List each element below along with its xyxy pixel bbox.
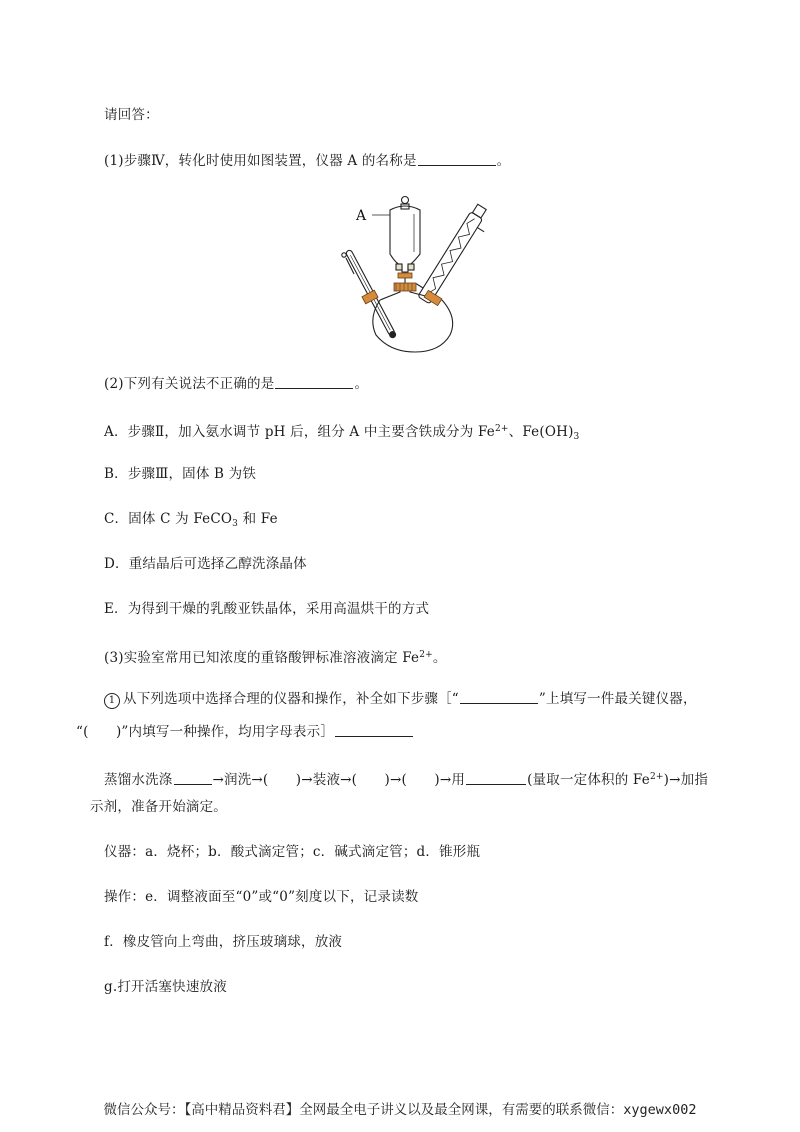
- circled-number: 1: [104, 693, 120, 709]
- reaction-apparatus-figure: [330, 190, 500, 355]
- question-3-stem: (3)实验室常用已知浓度的重铬酸钾标准溶液滴定 $Fe^{2+}$。: [104, 650, 447, 666]
- question-3-sub1-line1: 1 从下列选项中选择合理的仪器和操作，补全如下步骤［“ ”上填写一件最关键仪器，: [104, 690, 697, 709]
- operation-g: g.打开活塞快速放液: [104, 979, 227, 995]
- option-e: E．为得到干燥的乳酸亚铁晶体，采用高温烘干的方式: [104, 601, 430, 617]
- question-1: (1)步骤Ⅳ，转化时使用如图装置，仪器 A 的名称是 。: [104, 153, 511, 169]
- footer-text: 微信公众号：【高中精品资料君】全网最全电子讲义以及最全网课，有需要的联系微信：: [103, 1102, 624, 1118]
- answer-blank-2: [275, 376, 353, 389]
- option-a: A．步骤Ⅱ，加入氨水调节 pH 后，组分 A 中主要含铁成分为 $Fe^{2+}$、$Fe(OH)_3$: [104, 424, 580, 442]
- question-2-stem: (2)下列有关说法不正确的是 。: [104, 376, 369, 392]
- procedure-flow-line2: 示剂，准备开始滴定。: [90, 799, 227, 815]
- answer-blank-3: [460, 691, 538, 704]
- operation-e: 操作：e．调整液面至“0”或“0”刻度以下，记录读数: [104, 889, 419, 905]
- footer-banner: [0, 1098, 800, 1118]
- option-b: B．步骤Ⅲ，固体 B 为铁: [104, 466, 257, 482]
- answer-blank-4: [335, 724, 413, 737]
- instruments-list: 仪器：a．烧杯；b．酸式滴定管；c．碱式滴定管；d．锥形瓶: [104, 844, 481, 860]
- prompt-text: 请回答：: [104, 107, 159, 123]
- option-d: D．重结晶后可选择乙醇洗涤晶体: [104, 556, 307, 572]
- footer-wechat-id: xygewx002: [623, 1102, 697, 1118]
- procedure-flow-line1: 蒸馏水洗涤 →润洗→( )→装液→( )→( )→用 (量取一定体积的 $Fe^{2+})\to$加指: [104, 772, 709, 788]
- answer-blank-1: [418, 153, 496, 166]
- operation-f: f．橡皮管向上弯曲，挤压玻璃球，放液: [104, 934, 343, 950]
- option-c: C．固体 C 为 FeCO$_3$ 和 Fe: [104, 511, 278, 529]
- answer-blank-6: [466, 772, 526, 785]
- answer-blank-5: [174, 772, 212, 785]
- figure-label-a: A: [356, 208, 367, 224]
- question-3-sub1-line2: “( )”内填写一种操作，均用字母表示］: [76, 723, 414, 741]
